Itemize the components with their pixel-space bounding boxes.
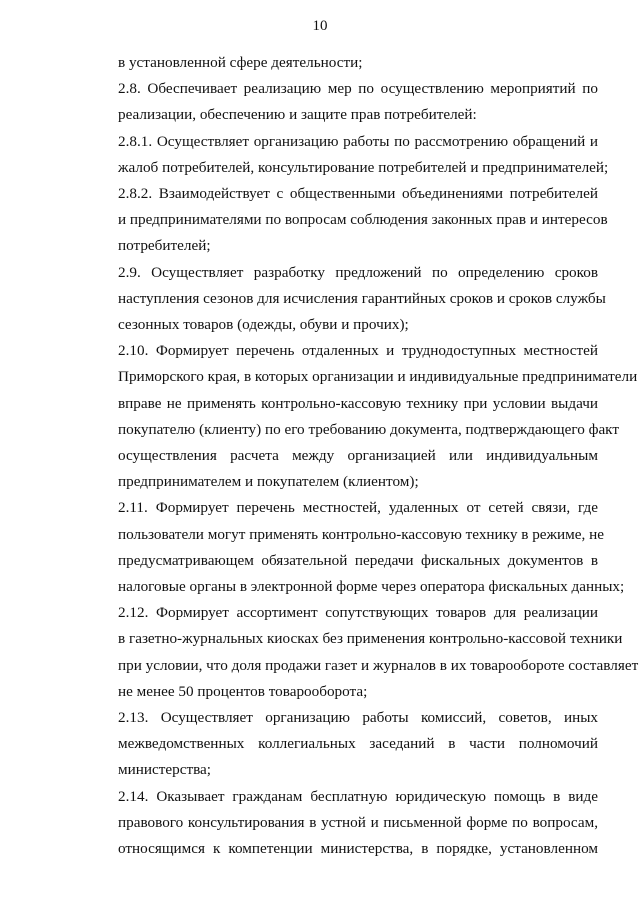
text-line: в газетно-журнальных киосках без применения контрольно-кассовой техники [118, 630, 623, 648]
text-line: в установленной сфере деятельности; [118, 54, 363, 71]
text-line: осуществления расчета между организацией или индивидуальным [118, 447, 598, 465]
text-line: и предпринимателями по вопросам соблюдения законных прав и интересов [118, 211, 608, 229]
text-line: налоговые органы в электронной форме через оператора фискальных данных; [118, 578, 625, 596]
text-line: 2.14. Оказывает гражданам бесплатную юридическую помощь в виде [118, 787, 598, 805]
text-line: 2.13. Осуществляет организацию работы комиссий, советов, иных [118, 709, 598, 727]
text-line: предпринимателем и покупателем (клиентом); [118, 473, 419, 491]
text-line: 2.10. Формирует перечень отдаленных и труднодоступных местностей [118, 342, 598, 360]
text-line: при условии, что доля продажи газет и журналов в их товарообороте составляет [118, 656, 639, 674]
text-line: предусматривающем обязательной передачи фискальных документов в [118, 551, 598, 569]
text-line: наступления сезонов для исчисления гарантийных сроков и сроков службы [118, 289, 606, 307]
text-line: 2.8.2. Взаимодействует с общественными объединениями потребителей [118, 185, 598, 203]
text-line: жалоб потребителей, консультирование потребителей и предпринимателей; [118, 158, 609, 176]
paragraph [76, 181, 608, 260]
paragraph [76, 784, 598, 863]
text-line: министерства; [118, 761, 212, 779]
text-line: 2.8. Обеспечивает реализацию мер по осуществлению мероприятий по [118, 80, 598, 98]
paragraph [76, 495, 625, 600]
text-line: межведомственных коллегиальных заседаний в части полномочий [118, 735, 598, 753]
paragraph [76, 338, 638, 495]
text-line: сезонных товаров (одежды, обуви и прочих); [118, 316, 409, 334]
document-body [76, 50, 639, 862]
paragraph [76, 600, 639, 705]
paragraph [76, 129, 609, 181]
text-line: потребителей; [118, 237, 211, 255]
paragraph [76, 705, 598, 784]
text-line: вправе не применять контрольно-кассовую технику при условии выдачи [118, 394, 598, 412]
text-line: пользователи могут применять контрольно-кассовую технику в режиме, не [118, 525, 604, 543]
text-line: правового консультирования в устной и письменной форме по вопросам, [118, 813, 598, 831]
paragraph [76, 260, 606, 339]
text-line: 2.8.1. Осуществляет организацию работы по рассмотрению обращений и [118, 132, 598, 150]
paragraph [76, 76, 598, 128]
text-line: реализации, обеспечению и защите прав потребителей: [118, 106, 477, 124]
text-line: 2.11. Формирует перечень местностей, удаленных от сетей связи, где [118, 499, 598, 517]
page-number: 10 [312, 18, 328, 34]
text-line: Приморского края, в которых организации и индивидуальные предприниматели [118, 368, 638, 386]
text-line: относящимся к компетенции министерства, в порядке, установленном [118, 840, 598, 858]
text-line: 2.12. Формирует ассортимент сопутствующих товаров для реализации [118, 604, 598, 622]
paragraph [76, 50, 598, 76]
text-line: не менее 50 процентов товарооборота; [118, 682, 368, 700]
text-line: покупателю (клиенту) по его требованию документа, подтверждающего факт [118, 420, 619, 438]
text-line: 2.9. Осуществляет разработку предложений по определению сроков [118, 263, 598, 281]
